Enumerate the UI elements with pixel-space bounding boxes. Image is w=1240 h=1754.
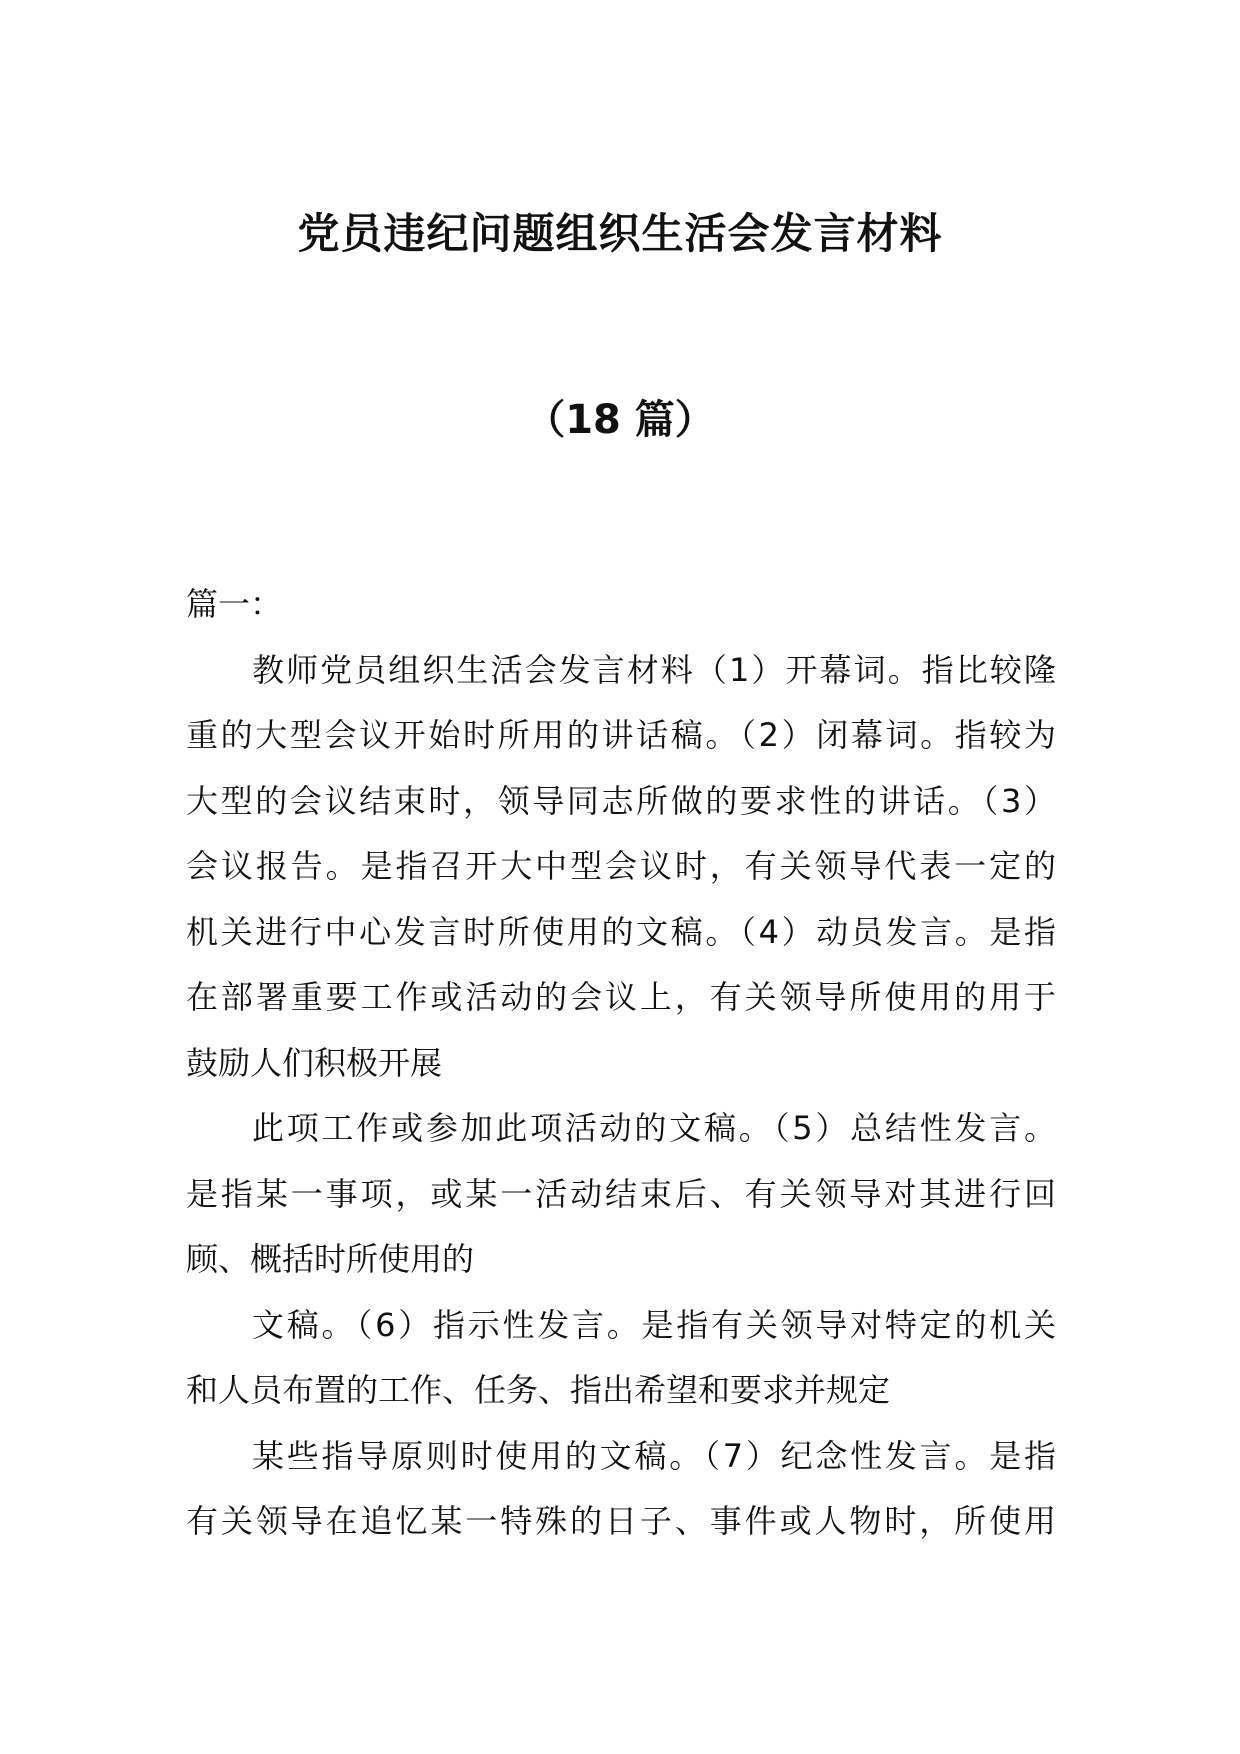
body-line: 顾、概括时所使用的: [186, 1240, 475, 1278]
body-line: 和人员布置的工作、任务、指出希望和要求并规定: [186, 1371, 891, 1409]
document-title: 党员违纪问题组织生活会发言材料: [297, 209, 943, 258]
body-line: 某些指导原则时使用的文稿。（7）纪念性发言。是指: [252, 1436, 1056, 1475]
body-line: 大型的会议结束时，领导同志所做的要求性的讲话。（3）: [186, 781, 1056, 820]
body-line: 有关领导在追忆某一特殊的日子、事件或人物时，所使用: [186, 1502, 1056, 1540]
document-body: [186, 572, 1056, 1555]
body-line: 是指某一事项，或某一活动结束后、有关领导对其进行回: [186, 1174, 1056, 1213]
body-line: 会议报告。是指召开大中型会议时，有关领导代表一定的: [186, 847, 1056, 885]
body-line: 机关进行中心发言时所使用的文稿。（4）动员发言。是指: [186, 912, 1056, 951]
body-line: 此项工作或参加此项活动的文稿。（5）总结性发言。: [252, 1109, 1056, 1147]
body-line: 文稿。（6）指示性发言。是指有关领导对特定的机关: [252, 1305, 1056, 1344]
body-line: 重的大型会议开始时所用的讲话稿。（2）闭幕词。指较为: [186, 716, 1056, 754]
document-subtitle: （18 篇）: [525, 397, 715, 443]
section-label: 篇一：: [186, 585, 283, 623]
body-line: 教师党员组织生活会发言材料（1）开幕词。指比较隆: [252, 650, 1056, 689]
body-line: 鼓励人们积极开展: [186, 1043, 443, 1082]
body-line: 在部署重要工作或活动的会议上，有关领导所使用的用于: [186, 978, 1056, 1016]
